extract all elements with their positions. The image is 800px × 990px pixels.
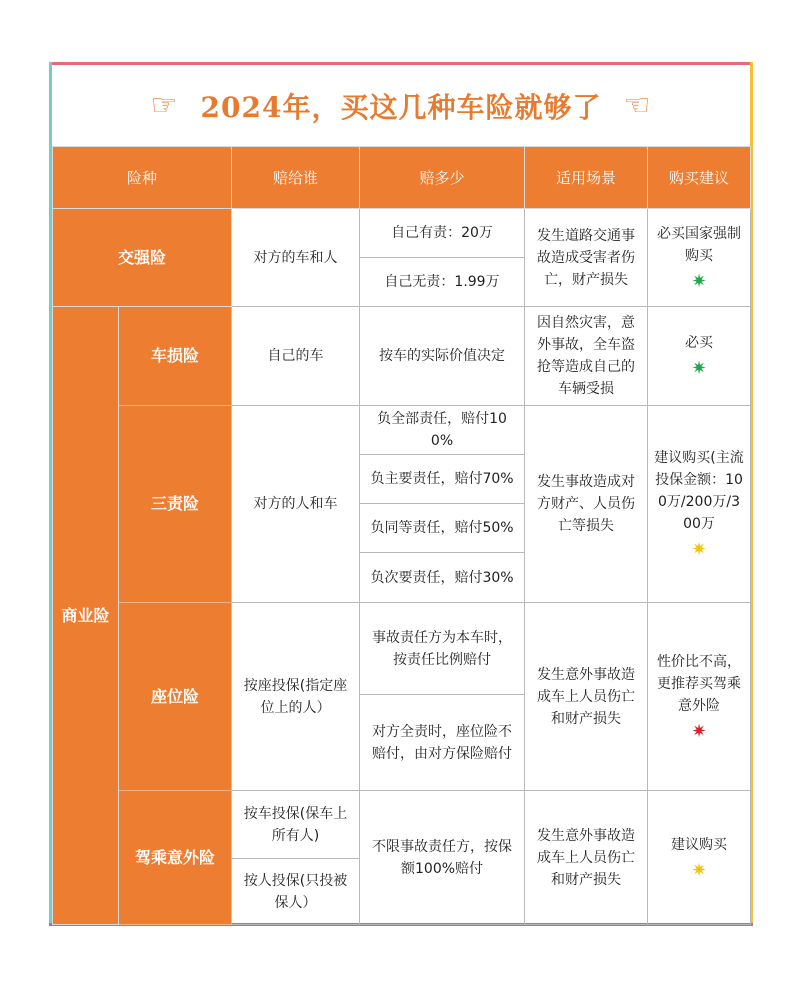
jiacheng-advice-cell: [648, 791, 751, 925]
green-star-icon: ✷: [691, 270, 707, 292]
row-label-zuowei: 座位险: [119, 603, 232, 791]
header-advice: 购买建议: [648, 147, 751, 209]
jiacheng-scenario: 发生意外事故造成车上人员伤亡和财产损失: [525, 791, 648, 925]
row-label-commercial: 商业险: [53, 307, 119, 925]
jiaoqiang-amount-2: 自己无责：1.99万: [360, 258, 525, 307]
header-amount: 赔多少: [360, 147, 525, 209]
header-row: [53, 147, 751, 209]
yellow-star-icon: ✷: [691, 539, 707, 560]
table-row: [53, 603, 751, 695]
red-star-icon: ✷: [691, 720, 707, 742]
chesun-advice: 必买: [685, 335, 714, 351]
row-label-chesun: 车损险: [119, 307, 232, 406]
jiacheng-advice: 建议购买: [671, 836, 728, 853]
row-label-sanze: 三责险: [119, 406, 232, 603]
sanze-scenario: 发生事故造成对方财产、人员伤亡等损失: [525, 406, 648, 603]
green-star-icon: ✷: [691, 358, 707, 379]
sanze-advice-cell: [648, 406, 751, 603]
yellow-star-icon: ✷: [691, 859, 707, 881]
row-label-jiaoqiang: 交强险: [53, 209, 232, 307]
jiaoqiang-payee: 对方的车和人: [232, 209, 360, 307]
jiacheng-payee-2: 按人投保(只投被保人）: [232, 859, 360, 925]
insurance-table: [52, 146, 751, 925]
chesun-payee: 自己的车: [232, 307, 360, 406]
jiacheng-amount: 不限事故责任方，按保额100%赔付: [360, 791, 525, 925]
header-type: 险种: [53, 147, 232, 209]
zuowei-advice-cell: [648, 603, 751, 791]
zuowei-payee: 按座投保(指定座位上的人）: [232, 603, 360, 791]
sanze-amount-1: 负全部责任，赔付100%: [360, 406, 525, 455]
zuowei-amount-1: 事故责任方为本车时，按责任比例赔付: [360, 603, 525, 695]
title-text: 2024年，买这几种车险就够了: [200, 90, 602, 124]
zuowei-scenario: 发生意外事故造成车上人员伤亡和财产损失: [525, 603, 648, 791]
table-row: [53, 307, 751, 406]
table-row: [53, 406, 751, 455]
page-title: [52, 65, 750, 146]
chesun-advice-cell: [648, 307, 751, 406]
table-row: [53, 209, 751, 258]
zuowei-amount-2: 对方全责时，座位险不赔付，由对方保险赔付: [360, 695, 525, 791]
sanze-payee: 对方的人和车: [232, 406, 360, 603]
row-label-jiacheng: 驾乘意外险: [119, 791, 232, 925]
pointing-right-hand-icon: ☞: [150, 88, 179, 123]
zuowei-advice: 性价比不高，更推荐买驾乘意外险: [657, 653, 742, 714]
sanze-amount-2: 负主要责任，赔付70%: [360, 455, 525, 504]
header-scenario: 适用场景: [525, 147, 648, 209]
sanze-advice: 建议购买(主流投保金额：100万/200万/300万: [654, 450, 744, 532]
sanze-amount-4: 负次要责任，赔付30%: [360, 553, 525, 603]
table-row: [53, 791, 751, 859]
jiaoqiang-advice-cell: [648, 209, 751, 307]
header-payee: 赔给谁: [232, 147, 360, 209]
chesun-scenario: 因自然灾害，意外事故，全车盗抢等造成自己的车辆受损: [525, 307, 648, 406]
jiacheng-payee-1: 按车投保(保车上所有人): [232, 791, 360, 859]
jiaoqiang-scenario: 发生道路交通事故造成受害者伤亡，财产损失: [525, 209, 648, 307]
jiaoqiang-amount-1: 自己有责：20万: [360, 209, 525, 258]
sanze-amount-3: 负同等责任，赔付50%: [360, 504, 525, 553]
jiaoqiang-advice: 必买国家强制购买: [657, 225, 742, 264]
pointing-left-hand-icon: ☜: [623, 88, 652, 123]
chesun-amount: 按车的实际价值决定: [360, 307, 525, 406]
